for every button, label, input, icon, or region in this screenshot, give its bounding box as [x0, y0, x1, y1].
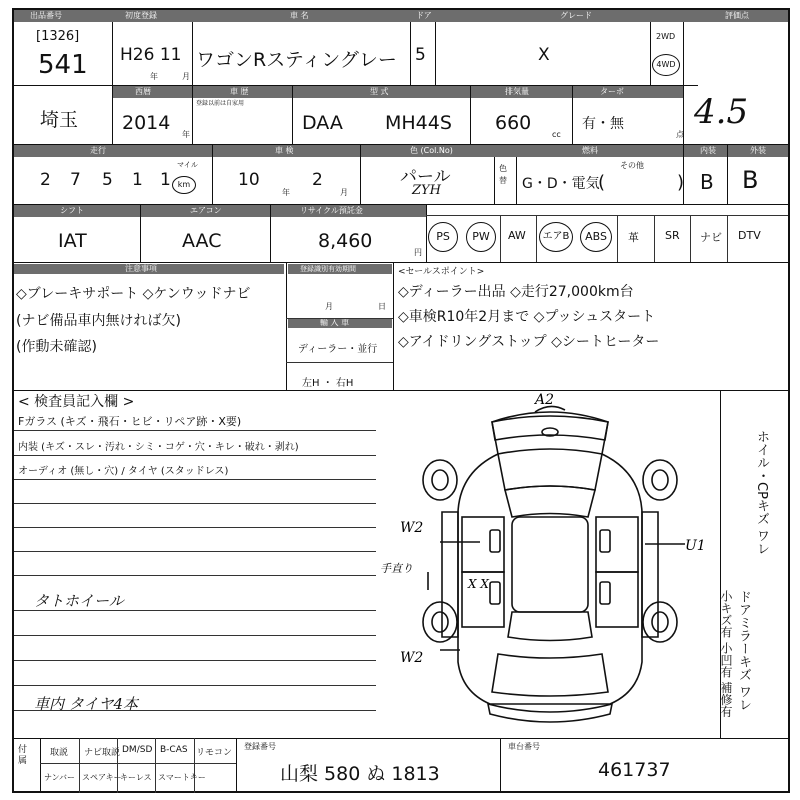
diagram-tewari: 手直り [380, 562, 413, 575]
first-reg-year-unit: 年 [150, 72, 158, 81]
year: 2014 [122, 112, 171, 134]
sales-line-1: ◇ディーラー出品 ◇走行27,000km台 [398, 284, 634, 300]
acc-top-5: リモコン [196, 748, 233, 758]
equip-dtv: DTV [738, 229, 761, 242]
exterior-grade: B [742, 166, 759, 194]
grade: X [538, 45, 550, 65]
accessory-label: 付属 [18, 745, 28, 766]
sales-label: <セールスポイント> [398, 267, 485, 277]
lot-number: 541 [38, 50, 88, 80]
note-line-3: (作動未確認) [16, 339, 97, 355]
ac: AAC [182, 230, 222, 252]
fuel: G・D・電気 [522, 176, 600, 192]
turbo-label: ターボ [600, 87, 624, 96]
diagram-u1: U1 [685, 538, 706, 554]
equip-ps: PS [428, 222, 458, 252]
import-label: 輸 入 車 [320, 318, 350, 327]
caution-label: 注意事項 [125, 264, 157, 273]
insp-year-unit: 年 [282, 188, 290, 197]
equip-airbag: エアB [539, 222, 573, 252]
score-label: 評価点 [725, 11, 749, 20]
fuel-other-bracket: ( ) [598, 172, 685, 193]
inspection-line-1: Fガラス (キズ・飛石・ヒビ・リペア跡・X要) [18, 415, 242, 428]
chassis-label: 車台番号 [508, 742, 540, 751]
inspection-line-2: 内装 (キズ・スレ・汚れ・シミ・コゲ・穴・キレ・破れ・剥れ) [18, 442, 299, 453]
acc-top-3: DM/SD [122, 745, 153, 755]
acc-bottom-3: キーレス [120, 773, 152, 782]
rb-day: 日 [378, 302, 386, 311]
door-label: ドア [416, 11, 432, 20]
note-line-2: (ナビ備品車内無ければ欠) [16, 313, 181, 329]
type-prefix: DAA [302, 112, 343, 134]
equip-sunroof: SR [665, 229, 680, 242]
lot-label: 出品番号 [30, 11, 62, 20]
insp-year: 10 [238, 170, 260, 190]
acc-top-2: ナビ取説 [84, 748, 121, 758]
diagram-a2: A2 [535, 392, 555, 408]
lot-code: [1326] [36, 29, 80, 44]
insp-month: 2 [312, 170, 323, 190]
inspection-title: < 検査員記入欄 > [18, 394, 135, 410]
inspection-handwriting-2: 車内 タイヤ4本 [34, 695, 139, 713]
equip-leather: 革 [628, 231, 639, 244]
sales-line-3: ◇アイドリングストップ ◇シートヒーター [398, 334, 660, 350]
side-legend-2: ドアミラーキズ ワレ [736, 590, 751, 712]
chassis-number: 461737 [598, 759, 671, 781]
drive-4wd: 4WD [652, 54, 680, 76]
western-year-label: 西暦 [135, 87, 151, 96]
mile-unit: マイル [177, 161, 198, 169]
acc-bottom-2: スペアキー [82, 773, 122, 782]
rb-month: 月 [325, 302, 333, 311]
handle-side: 左H ・ 右H [302, 378, 354, 389]
car-name: ワゴンRスティングレー [196, 49, 397, 71]
type-model: MH44S [385, 112, 452, 134]
cc-unit: cc [552, 130, 561, 139]
type-label: 型 式 [370, 87, 389, 96]
mileage-digit-3: 5 [102, 170, 113, 190]
diagram-w2-top: W2 [400, 520, 424, 536]
interior-label: 内装 [700, 146, 716, 155]
history-label: 車 歴 [230, 87, 249, 96]
acc-top-1: 取説 [50, 748, 69, 758]
plate-label: 登録番号 [244, 742, 276, 751]
shift: IAT [58, 230, 87, 252]
recordbook-label: 登録識別有効期間 [300, 265, 356, 273]
acc-bottom-4: スマートキー [158, 773, 206, 782]
turbo-choice: 有・無 [582, 116, 624, 132]
mileage-digit-1: 2 [40, 170, 51, 190]
exterior-label: 外装 [750, 146, 766, 155]
first-reg-label: 初度登録 [125, 11, 157, 20]
shift-label: シフト [60, 206, 84, 215]
color-change-label: 色替 [499, 164, 507, 185]
displacement-label: 排気量 [505, 87, 529, 96]
side-legend-1: ホイル・CPキズ ワレ [754, 430, 769, 556]
car-name-label: 車 名 [290, 11, 309, 20]
drive-2wd: 2WD [656, 32, 676, 41]
plate-number: 山梨 580 ぬ 1813 [280, 763, 440, 785]
fuel-other-label: その他 [620, 161, 644, 170]
km-unit: km [172, 176, 196, 194]
doors: 5 [415, 45, 426, 65]
import-value: ディーラー・並行 [298, 344, 378, 355]
mileage-digit-5: 1 [160, 170, 171, 190]
inspection-label: 車 検 [275, 146, 294, 155]
equip-pw: PW [466, 222, 496, 252]
acc-top-4: B-CAS [160, 745, 188, 755]
color: パール [400, 167, 451, 187]
sales-line-2: ◇車検R10年2月まで ◇プッシュスタート [398, 309, 656, 325]
score-value: 4.5 [694, 92, 749, 132]
displacement: 660 [495, 112, 532, 134]
region: 埼玉 [40, 109, 79, 131]
insp-month-unit: 月 [340, 188, 348, 197]
diagram-xx: X X [468, 577, 489, 591]
first-reg-month-unit: 月 [182, 72, 190, 81]
acc-bottom-1: ナンバー [44, 773, 76, 782]
score-suffix: 点 [676, 130, 684, 139]
diagram-w2-bottom: W2 [400, 650, 424, 666]
equip-abs: ABS [580, 222, 612, 252]
equip-aw: AW [508, 229, 526, 242]
yen-unit: 円 [414, 248, 422, 257]
car-damage-diagram [380, 392, 720, 737]
mileage-digit-2: 7 [70, 170, 81, 190]
equip-navi: ナビ [700, 231, 722, 244]
side-legend-3: 小キズ有 小凹有 補修有 [719, 590, 733, 718]
ac-label: エアコン [190, 206, 222, 215]
mileage-label: 走行 [90, 146, 106, 155]
fuel-label: 燃料 [582, 146, 598, 155]
grade-label: グレード [560, 11, 592, 20]
year-unit: 年 [182, 130, 190, 139]
interior-grade: B [700, 170, 714, 194]
color-label: 色 (Col.No) [410, 146, 453, 155]
recycle: 8,460 [318, 230, 373, 252]
recycle-label: リサイクル預託金 [300, 206, 363, 215]
inspection-line-3: オーディオ (無し・穴) / タイヤ (スタッドレス) [18, 466, 229, 477]
first-reg-value: H26 11 [120, 45, 182, 65]
note-line-1: ◇ブレーキサポート ◇ケンウッドナビ [16, 286, 251, 302]
history-sub: 登録以前は自家用 [196, 100, 245, 107]
inspection-handwriting-1: タトホイール [34, 592, 124, 610]
mileage-digit-4: 1 [132, 170, 143, 190]
color-number: ZYH [412, 183, 441, 198]
